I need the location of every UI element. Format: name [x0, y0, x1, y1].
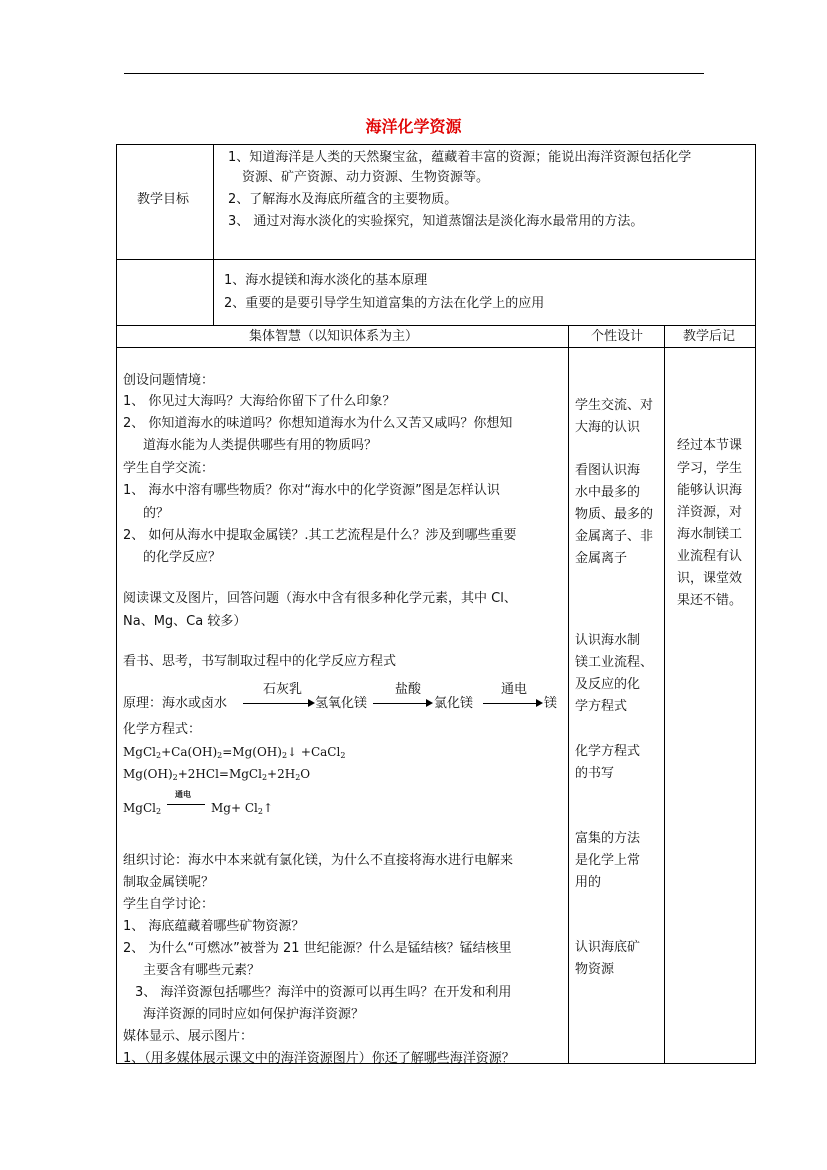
main-line: 2、 如何从海水中提取金属镁？.其工艺流程是什么？涉及到哪些重要	[123, 528, 517, 543]
header-main: 集体智慧（以知识体系为主）	[249, 329, 419, 344]
main-line: 组织讨论：海水中本来就有氯化镁，为什么不直接将海水进行电解来	[123, 853, 514, 868]
notes-line: 业流程有认	[677, 549, 743, 564]
design-line: 大海的认识	[575, 420, 641, 435]
main-line: 1、 你见过大海吗？大海给你留下了什么印象？	[123, 394, 396, 409]
notes-line: 果还不错。	[677, 593, 743, 608]
main-line: 2、 你知道海水的味道吗？你想知道海水为什么又苦又咸吗？你想知	[123, 416, 513, 431]
main-line: 2、 为什么“可燃冰”被誉为 21 世纪能源？什么是锰结核？锰结核里	[123, 941, 512, 956]
design-content-cell	[568, 347, 665, 1064]
main-line: 的化学反应？	[143, 550, 222, 565]
main-line: 创设问题情境：	[123, 373, 215, 388]
lesson-table	[116, 144, 756, 1064]
design-line: 金属离子	[575, 551, 628, 566]
notes-line: 识，课堂效	[677, 571, 743, 586]
header-rule	[124, 73, 704, 74]
design-line: 镁工业流程、	[575, 655, 654, 670]
equation-3-bar	[167, 804, 205, 805]
keypoint-line: 1、海水提镁和海水淡化的基本原理	[224, 273, 428, 288]
main-line: 主要含有哪些元素？	[143, 963, 261, 978]
design-line: 学生交流、对	[575, 398, 654, 413]
objectives-label: 教学目标	[137, 192, 190, 207]
main-line: 媒体显示、展示图片：	[123, 1029, 254, 1044]
flow-intermediate-1: 氢氧化镁	[315, 696, 368, 711]
flow-step-2: 盐酸	[395, 682, 422, 697]
equation-3-left: MgCl$_2$	[123, 801, 162, 816]
principle-label: 原理：海水或卤水	[123, 696, 228, 711]
design-line: 物资源	[575, 962, 615, 977]
design-line: 金属离子、非	[575, 529, 654, 544]
header-design-cell	[568, 325, 665, 348]
flow-intermediate-2: 氯化镁	[434, 696, 474, 711]
flow-step-3: 通电	[501, 682, 528, 697]
notes-line: 海水制镁工	[677, 527, 743, 542]
design-line: 及反应的化	[575, 677, 641, 692]
main-line: Na、Mg、Ca 较多）	[123, 614, 247, 629]
design-line: 用的	[575, 875, 602, 890]
flow-product: 镁	[544, 696, 558, 711]
main-line: 的？	[143, 506, 170, 521]
page-title: 海洋化学资源	[365, 117, 462, 136]
notes-line: 洋资源，对	[677, 505, 743, 520]
design-line: 认识海水制	[575, 633, 641, 648]
header-design: 个性设计	[591, 329, 644, 344]
main-line: 学生自学讨论：	[123, 897, 215, 912]
design-line: 学方程式	[575, 699, 628, 714]
design-line: 水中最多的	[575, 485, 641, 500]
flow-arrow-3	[483, 703, 537, 704]
header-main-cell	[116, 325, 569, 348]
design-line: 认识海底矿	[575, 940, 641, 955]
objective-line: 1、知道海洋是人类的天然聚宝盆，蕴藏着丰富的资源；能说出海洋资源包括化学	[228, 150, 692, 165]
keypoints-content-cell	[213, 259, 756, 326]
design-line: 富集的方法	[575, 831, 641, 846]
flow-arrow-2	[373, 703, 427, 704]
design-line: 化学方程式	[575, 744, 641, 759]
main-line: 1、（用多媒体展示课文中的海洋资源图片）你还了解哪些海洋资源？	[123, 1051, 515, 1066]
design-line: 是化学上常	[575, 853, 641, 868]
main-line: 1、 海水中溶有哪些物质？你对“海水中的化学资源”图是怎样认识	[123, 483, 500, 498]
objectives-label-cell	[116, 144, 214, 260]
notes-line: 经过本节课	[677, 438, 743, 453]
flow-arrowhead-1	[308, 699, 315, 707]
design-line: 的书写	[575, 766, 615, 781]
notes-content-cell	[664, 347, 756, 1064]
equation-1: $MgCl_2+Ca(OH)_2=Mg(OH)_2↓$ +CaCl$_2$	[123, 745, 346, 760]
flow-step-1: 石灰乳	[263, 682, 303, 697]
main-line: 制取金属镁呢？	[123, 875, 215, 890]
main-line: 看书、思考，书写制取过程中的化学反应方程式	[123, 654, 397, 669]
main-line: 学生自学交流：	[123, 461, 215, 476]
flow-arrowhead-2	[426, 699, 433, 707]
keypoint-line: 2、重要的是要引导学生知道富集的方法在化学上的应用	[224, 296, 545, 311]
equation-3-right: $Mg+ Cl_2↑$	[211, 801, 274, 816]
main-line: 3、 海洋资源包括哪些？海洋中的资源可以再生吗？在开发和利用	[135, 985, 512, 1000]
notes-line: 能够认识海	[677, 483, 743, 498]
objective-line: 资源、矿产资源、动力资源、生物资源等。	[242, 170, 490, 185]
main-line: 道海水能为人类提供哪些有用的物质吗？	[143, 438, 378, 453]
equation-2: $Mg(OH)_2+2HCl=MgCl_2+2H_2O$	[123, 767, 311, 782]
objective-line: 2、了解海水及海底所蕴含的主要物质。	[228, 192, 458, 207]
main-line: 海洋资源的同时应如何保护海洋资源？	[143, 1007, 365, 1022]
flow-arrowhead-3	[536, 699, 543, 707]
main-line: 阅读课文及图片，回答问题（海水中含有很多种化学元素，其中 Cl、	[123, 591, 517, 606]
keypoints-label-cell	[116, 259, 214, 326]
header-notes-cell	[664, 325, 756, 348]
flow-arrow-1	[243, 703, 309, 704]
header-notes: 教学后记	[683, 329, 736, 344]
objectives-content-cell	[213, 144, 756, 260]
design-line: 看图认识海	[575, 463, 641, 478]
notes-line: 学习，学生	[677, 461, 743, 476]
equations-label: 化学方程式：	[123, 722, 202, 737]
main-content-cell	[116, 347, 569, 1064]
design-line: 物质、最多的	[575, 507, 654, 522]
main-line: 1、 海底蕴藏着哪些矿物资源？	[123, 919, 305, 934]
objective-line: 3、 通过对海水淡化的实验探究，知道蒸馏法是淡化海水最常用的方法。	[228, 214, 644, 229]
equation-3-condition: 通电	[175, 790, 191, 799]
